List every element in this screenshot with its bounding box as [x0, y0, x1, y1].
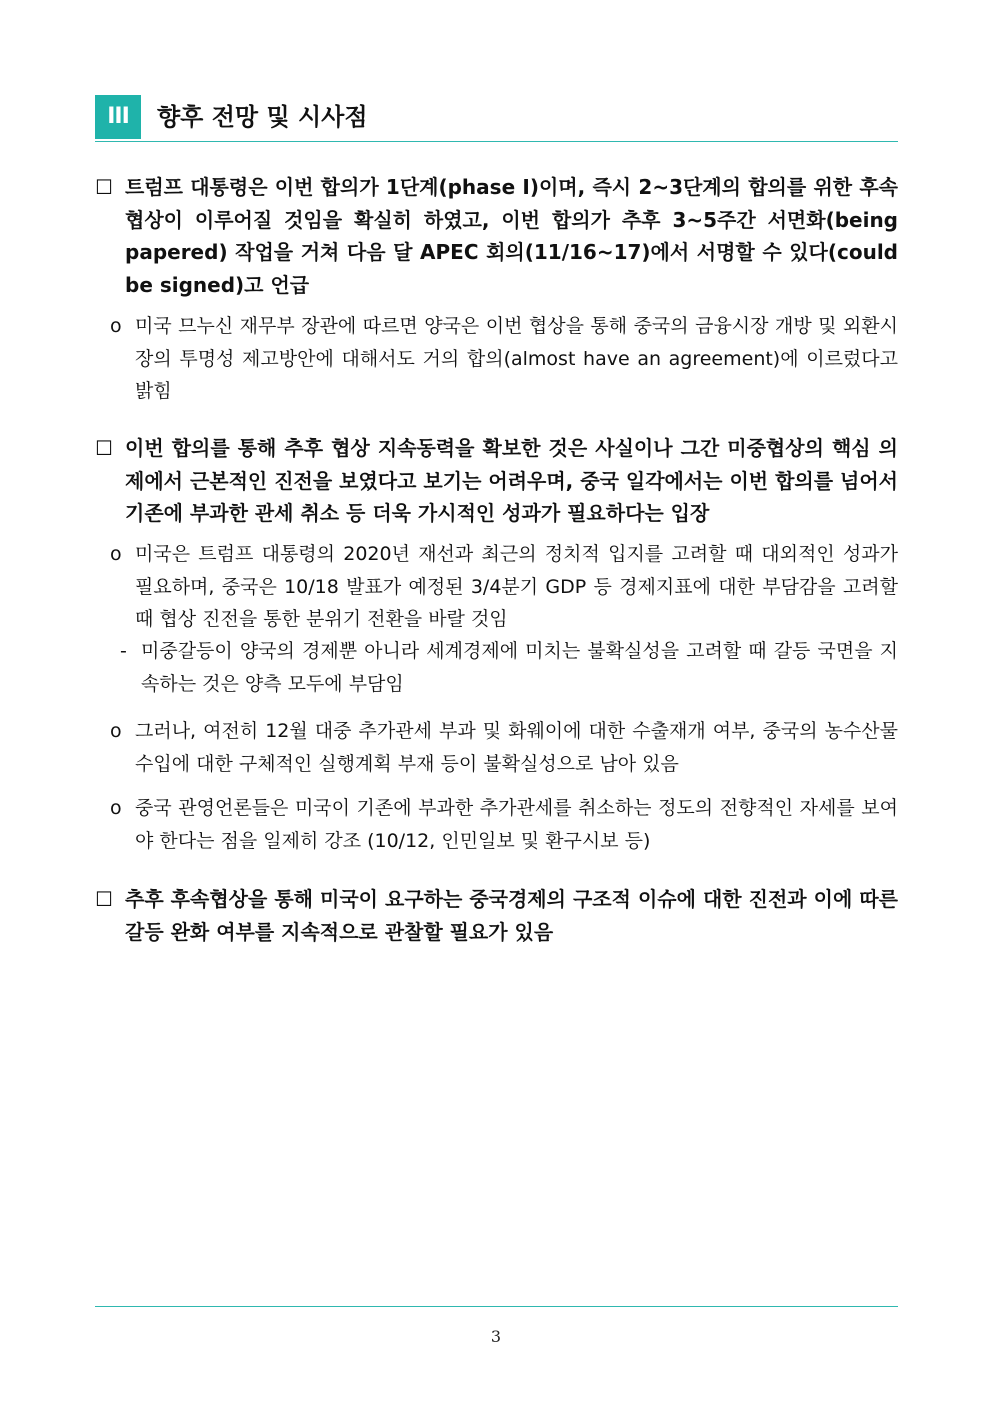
checkbox-bullet-icon: ☐ — [95, 887, 113, 911]
sub-point-text: 미국은 트럼프 대통령의 2020년 재선과 최근의 정치적 입지를 고려할 때 대외적인 성과가 필요하며, 중국은 10/18 발표가 예정된 3/4분기 GDP 등 경제지표에 대한 부담감을 고려할 때 협상 진전을 통한 분위기 전환을 바랄 것임 — [135, 543, 898, 631]
main-point-text: 이번 합의를 통해 추후 협상 지속동력을 확보한 것은 사실이나 그간 미중협상의 핵심 의제에서 근본적인 진전을 보였다고 보기는 어려우며, 중국 일각에서는 이번 합의를 넘어서 기존에 부과한 관세 취소 등 더욱 가시적인 성과가 필요하다는 입장 — [125, 436, 898, 526]
circle-bullet-icon: o — [110, 315, 122, 337]
main-point-text: 트럼프 대통령은 이번 합의가 1단계(phase I)이며, 즉시 2~3단계의 합의를 위한 후속협상이 이루어질 것임을 확실히 하였고, 이번 합의가 추후 3~5주간 서면화(being papered) 작업을 거쳐 다음 달 APEC 회의(11/16~17)에서 서명할 수 있다(could be signed)고 언급 — [125, 175, 898, 297]
circle-bullet-icon: o — [110, 797, 122, 819]
sub-point-1-1 — [110, 310, 898, 408]
main-point-text: 추후 후속협상을 통해 미국이 요구하는 중국경제의 구조적 이슈에 대한 진전과 이에 따른 갈등 완화 여부를 지속적으로 관찰할 필요가 있음 — [125, 887, 898, 944]
dash-bullet-icon: - — [120, 640, 127, 662]
sub-point-text: 그러나, 여전히 12월 대중 추가관세 부과 및 화웨이에 대한 수출재개 여부, 중국의 농수산물 수입에 대한 구체적인 실행계획 부재 등이 불확실성으로 남아 있음 — [135, 720, 898, 775]
section-title: 향후 전망 및 시사점 — [157, 103, 368, 131]
main-point-2 — [95, 432, 898, 530]
circle-bullet-icon: o — [110, 543, 122, 565]
checkbox-bullet-icon: ☐ — [95, 436, 113, 460]
main-point-3 — [95, 883, 898, 948]
detail-point-2-1-1 — [120, 635, 898, 700]
sub-point-2-2 — [110, 715, 898, 780]
sub-point-2-3 — [110, 792, 898, 857]
checkbox-bullet-icon: ☐ — [95, 175, 113, 199]
footer-divider — [95, 1306, 898, 1307]
sub-point-text: 미국 므누신 재무부 장관에 따르면 양국은 이번 협상을 통해 중국의 금융시장 개방 및 외환시장의 투명성 제고방안에 대해서도 거의 합의(almost have an agreement)에 이르렀다고 밝힘 — [135, 315, 898, 403]
sub-point-text: 중국 관영언론들은 미국이 기존에 부과한 추가관세를 취소하는 정도의 전향적인 자세를 보여야 한다는 점을 일제히 강조 (10/12, 인민일보 및 환구시보 등) — [135, 797, 898, 852]
main-point-1 — [95, 171, 898, 301]
sub-point-2-1 — [110, 538, 898, 636]
page-number: 3 — [490, 1327, 502, 1346]
detail-point-text: 미중갈등이 양국의 경제뿐 아니라 세계경제에 미치는 불확실성을 고려할 때 갈등 국면을 지속하는 것은 양측 모두에 부담임 — [141, 640, 898, 695]
section-number-badge: III — [95, 95, 141, 139]
circle-bullet-icon: o — [110, 720, 122, 742]
section-header — [95, 95, 898, 142]
